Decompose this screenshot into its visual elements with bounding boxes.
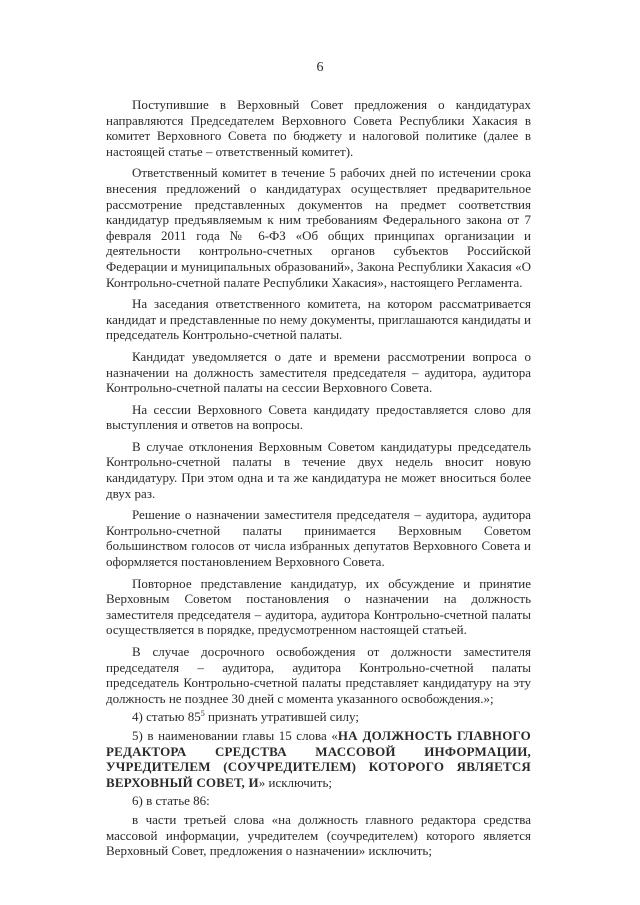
item-4-superscript: 5 — [200, 709, 205, 719]
paragraph: Поступившие в Верховный Совет предложения о кандидатурах направляются Председателем Верховного Совета Республики Хакасия в комитет Верховного Совета по бюджету и налоговой политике (далее в настоящей статье – ответственный комитет). — [106, 97, 531, 159]
paragraph: В случае отклонения Верховным Советом кандидатуры председатель Контрольно-счетной палаты в течение двух недель вносит новую кандидатуру. При этом одна и та же кандидатура не может вноситься более двух раз. — [106, 438, 531, 501]
item-6: 6) в статье 86: — [132, 793, 210, 809]
item-6-part-3: в части третьей слова «на должность главного редактора средства массовой информации, учредителем (соучредителем) которого является Верховный Совет, предложения о назначении» исключить; — [106, 811, 531, 859]
item-5-bold-text: НА ДОЛЖНОСТЬ ГЛАВНОГО РЕДАКТОРА СРЕДСТВА МАССОВОЙ ИНФОРМАЦИИ, УЧРЕДИТЕЛЕМ (СОУЧРЕДИТЕЛЕМ) КОТОРОГО ЯВЛЯЕТСЯ ВЕРХОВНЫЙ СОВЕТ, И — [106, 727, 531, 790]
item-4-suffix: признать утратившей силу; — [204, 709, 359, 725]
document-body — [106, 97, 531, 862]
item-5-suffix: » исключить; — [258, 774, 332, 790]
paragraph: На заседания ответственного комитета, на котором рассматривается кандидат и представленные по нему документы, приглашаются кандидаты и председатель Контрольно-счетной палаты. — [106, 296, 531, 343]
paragraph: Решение о назначении заместителя председателя – аудитора, аудитора Контрольно-счетной палаты принимается Верховным Советом большинством голосов от числа избранных депутатов Верховного Совета и оформляется постановлением Верховного Совета. — [106, 507, 531, 570]
paragraph: Повторное представление кандидатур, их обсуждение и принятие Верховным Советом постановления о назначении на должность заместителя председателя – аудитора, аудитора Контрольно-счетной палаты осуществляется в порядке, предусмотренном настоящей статьей. — [106, 575, 531, 638]
paragraph: В случае досрочного освобождения от должности заместителя председателя – аудитора, аудитора Контрольно-счетной палаты председатель Контрольно-счетной палаты представляет кандидатуру на эту должность не позднее 30 дней с момента указанного освобождения.»; — [106, 644, 531, 706]
paragraph: На сессии Верховного Совета кандидату предоставляется слово для выступления и ответов на вопросы. — [106, 401, 531, 433]
paragraph: Ответственный комитет в течение 5 рабочих дней по истечении срока внесения предложений о кандидатурах осуществляет предварительное рассмотрение представленных документов на предмет соответствия кандидатур предъявляемым к ним требованиям Федерального закона от 7 февраля 2011 года № 6-ФЗ «Об общих принципах организации и деятельности контрольно-счетных органов субъектов Российской Федерации и муниципальных образований», Закона Республики Хакасия «О Контрольно-счетной палате Республики Хакасия», настоящего Регламента. — [106, 165, 531, 290]
item-5 — [106, 728, 531, 790]
item-5-prefix: 5) в наименовании главы 15 слова « — [132, 727, 338, 743]
item-4 — [106, 709, 531, 725]
paragraph: Кандидат уведомляется о дате и времени рассмотрении вопроса о назначении на должность заместителя председателя – аудитора, аудитора Контрольно-счетной палаты на сессии Верховного Совета. — [106, 348, 531, 396]
item-4-prefix: 4) статью 85 — [132, 709, 201, 725]
page-number: 6 — [316, 60, 324, 75]
